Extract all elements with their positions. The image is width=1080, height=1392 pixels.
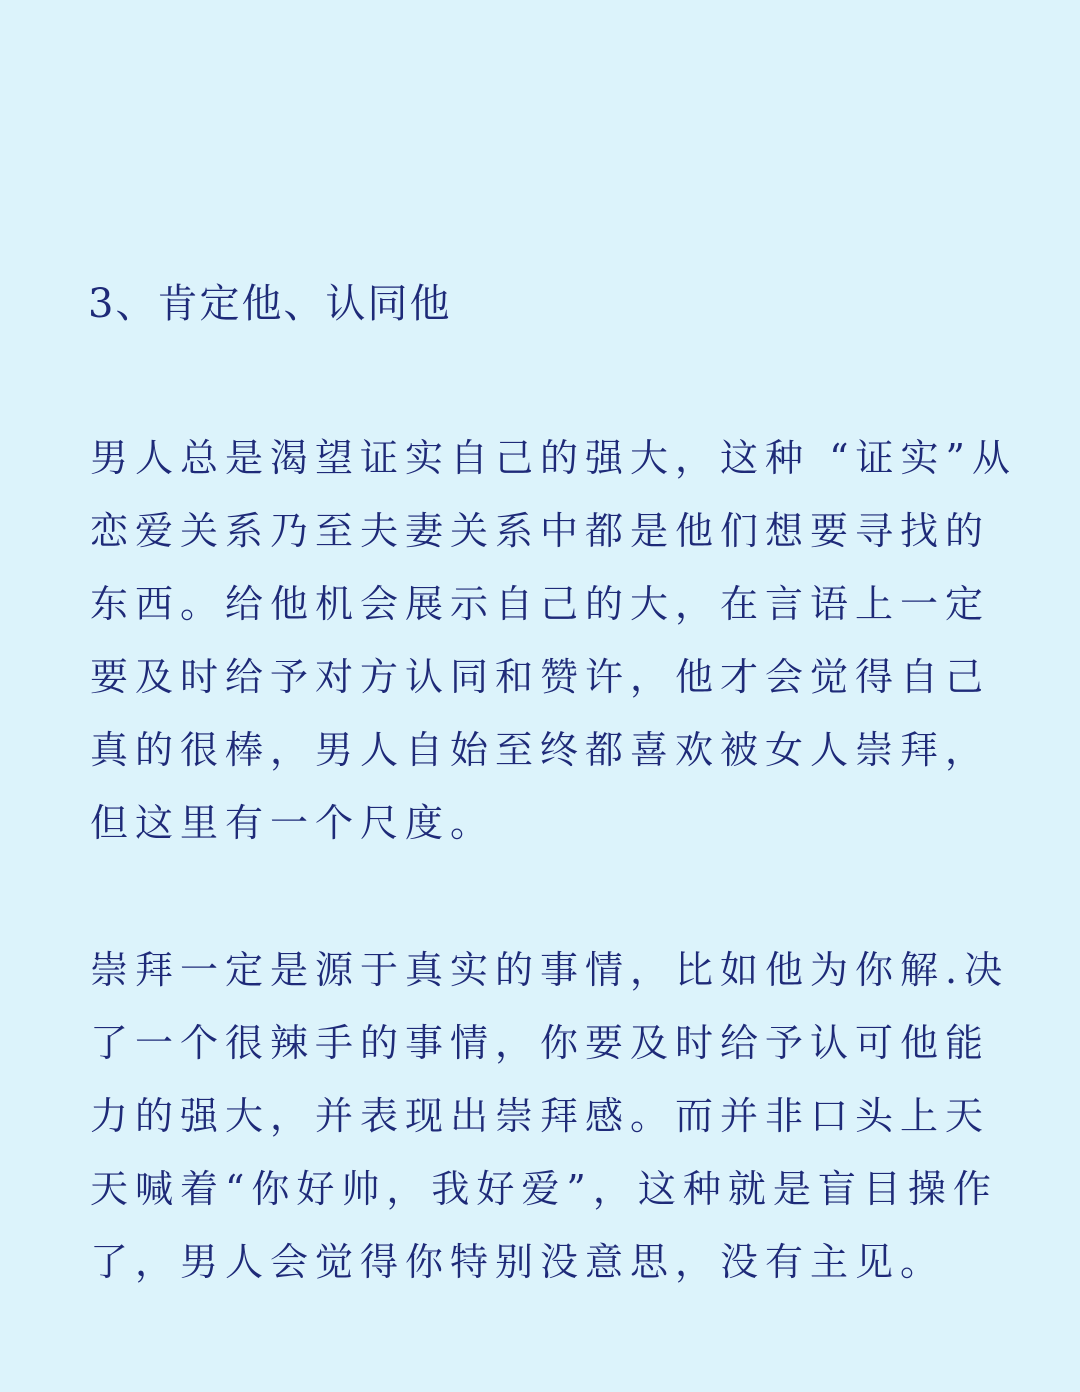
paragraph-2	[90, 934, 1010, 1299]
paragraph-line: 真的很棒，男人自始至终都喜欢被女人崇拜，	[90, 728, 991, 772]
section-heading: 3、肯定他、认同他	[88, 281, 452, 327]
paragraph-1	[90, 422, 1017, 860]
paragraph-line: 了，男人会觉得你特别没意思，没有主见。	[90, 1240, 946, 1284]
paragraph-line: 崇拜一定是源于真实的事情，比如他为你解.决	[90, 948, 1010, 992]
paragraph-line: 男人总是渴望证实自己的强大，这种 “证实”从	[90, 436, 1017, 480]
paragraph-line: 了一个很辣手的事情，你要及时给予认可他能	[90, 1021, 991, 1065]
paragraph-line: 力的强大，并表现出崇拜感。而并非口头上天	[90, 1094, 991, 1138]
paragraph-line: 恋爱关系乃至夫妻关系中都是他们想要寻找的	[90, 509, 991, 553]
paragraph-line: 但这里有一个尺度。	[90, 801, 496, 845]
paragraph-line: 要及时给予对方认同和赞许，他才会觉得自己	[90, 655, 991, 699]
paragraph-line: 天喊着“你好帅，我好爱”，这种就是盲目操作	[90, 1167, 998, 1211]
paragraph-line: 东西。给他机会展示自己的大，在言语上一定	[90, 582, 991, 626]
